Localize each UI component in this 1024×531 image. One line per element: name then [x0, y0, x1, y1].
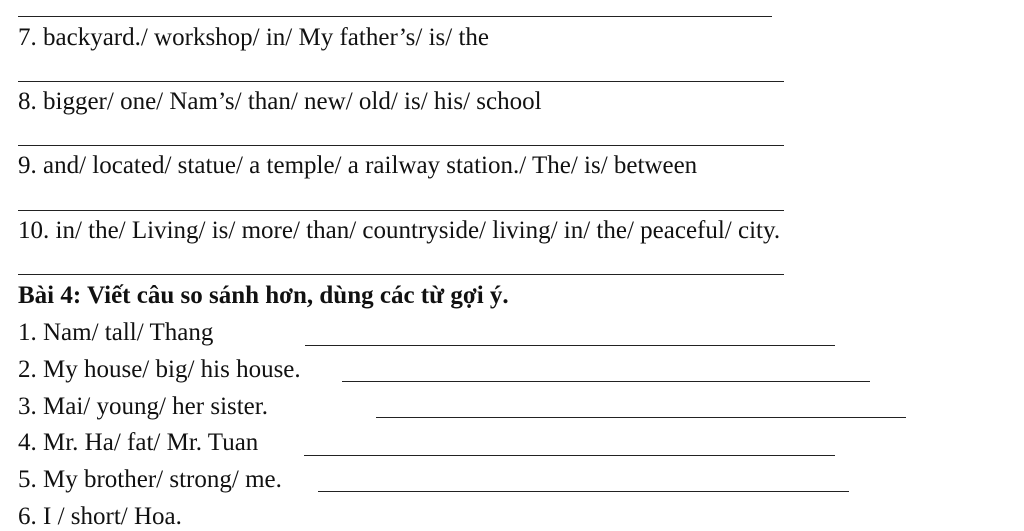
exercise-4-title: Bài 4: Viết câu so sánh hơn, dùng các từ gợi ý.: [18, 282, 509, 309]
answer-line: [342, 381, 870, 382]
answer-line: [18, 274, 784, 275]
answer-line: [18, 16, 772, 17]
reorder-item-10: 10. in/ the/ Living/ is/ more/ than/ countryside/ living/ in/ the/ peaceful/ city.: [18, 217, 781, 244]
reorder-item-8: 8. bigger/ one/ Nam’s/ than/ new/ old/ is/ his/ school: [18, 88, 542, 115]
exercise-4-item-4: 4. Mr. Ha/ fat/ Mr. Tuan: [18, 429, 259, 456]
exercise-4-item-3: 3. Mai/ young/ her sister.: [18, 393, 268, 420]
exercise-4-item-2: 2. My house/ big/ his house.: [18, 356, 301, 383]
answer-line: [18, 210, 784, 211]
answer-line: [318, 491, 849, 492]
exercise-4-item-1: 1. Nam/ tall/ Thang: [18, 319, 214, 346]
exercise-4-item-6: 6. I / short/ Hoa.: [18, 503, 182, 530]
answer-line: [304, 455, 835, 456]
answer-line: [18, 81, 784, 82]
answer-line: [376, 417, 906, 418]
reorder-item-7: 7. backyard./ workshop/ in/ My father’s/ is/ the: [18, 24, 489, 51]
exercise-4-item-5: 5. My brother/ strong/ me.: [18, 466, 282, 493]
answer-line: [18, 145, 784, 146]
answer-line: [305, 345, 835, 346]
reorder-item-9: 9. and/ located/ statue/ a temple/ a railway station./ The/ is/ between: [18, 152, 698, 179]
